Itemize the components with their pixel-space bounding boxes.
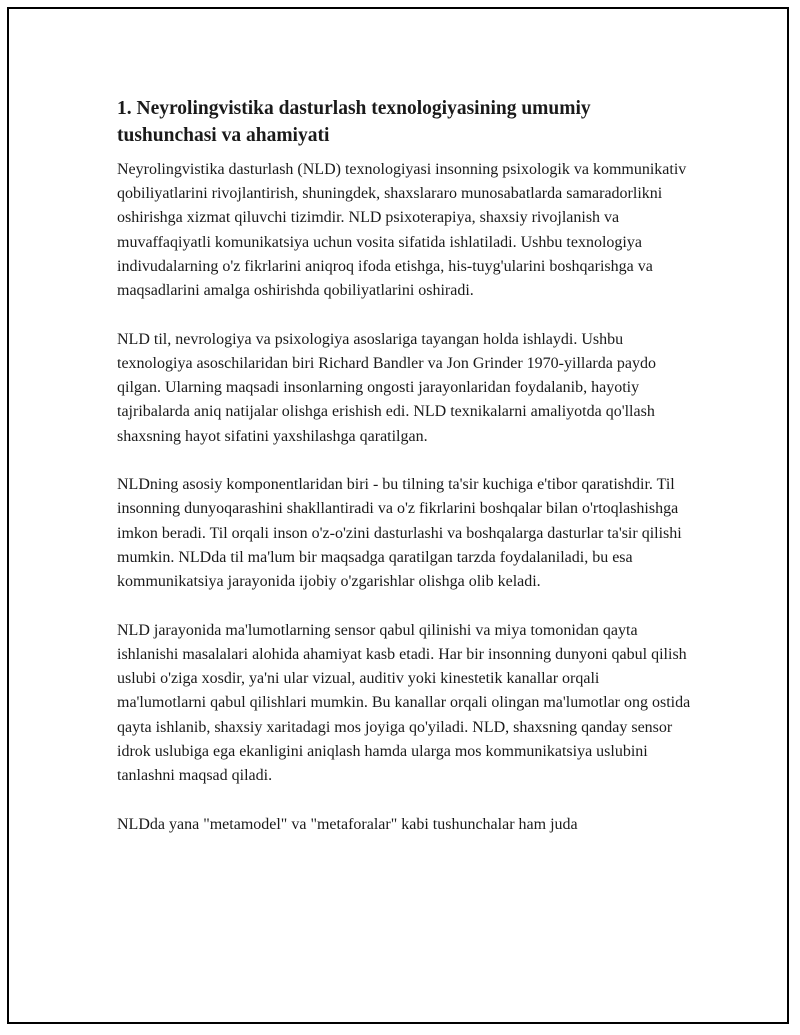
paragraph-1: Neyrolingvistika dasturlash (NLD) texnologiyasi insonning psixologik va kommunikativ qobiliyatlarini rivojlantirish, shuningdek, shaxslararo munosabatlarda samaradorlikni oshirishga xizmat qiluvchi tizimdir. NLD psixoterapiya, shaxsiy rivojlanish va muvaffaqiyatli komunikatsiya uchun vosita sifatida ishlatiladi. Ushbu texnologiya indivudalarning o'z fikrlarini aniqroq ifoda etishga, his-tuyg'ularini boshqarishga va maqsadlarini amalga oshirishda qobiliyatlarini oshiradi. xyxy=(117,161,687,300)
document-body xyxy=(117,95,692,861)
paragraph-5: NLDda yana "metamodel" va "metaforalar" kabi tushunchalar ham juda xyxy=(117,815,578,833)
paragraph-3: NLDning asosiy komponentlaridan biri - bu tilning ta'sir kuchiga e'tibor qaratishdir. Til insonning dunyoqarashini shakllantiradi va o'z fikrlarini boshqalar bilan o'rtoqlashishga imkon beradi. Til orqali inson o'z-o'zini dasturlashi va boshqalarga dasturlar ta'sir qilishi mumkin. NLDda til ma'lum bir maqsadga qaratilgan tarzda foydalaniladi, bu esa kommunikatsiya jarayonida ijobiy o'zgarishlar olishga olib keladi. xyxy=(117,476,682,591)
document-page xyxy=(7,7,789,1024)
paragraph-2: NLD til, nevrologiya va psixologiya asoslariga tayangan holda ishlaydi. Ushbu texnologiya asoschilaridan biri Richard Bandler va Jon Grinder 1970-yillarda paydo qilgan. Ularning maqsadi insonlarning ongosti jarayonlaridan foydalanib, hayotiy tajribalarda aniq natijalar olishga erishish edi. NLD texnikalarni amaliyotda qo'llash shaxsning hayot sifatini yaxshilashga qaratilgan. xyxy=(117,330,656,445)
section-heading: 1. Neyrolingvistika dasturlash texnologiyasining umumiy tushunchasi va ahamiyati xyxy=(117,98,591,146)
paragraph-4: NLD jarayonida ma'lumotlarning sensor qabul qilinishi va miya tomonidan qayta ishlanishi masalalari alohida ahamiyat kasb etadi. Har bir insonning dunyoni qabul qilish uslubi o'ziga xosdir, ya'ni ular vizual, auditiv yoki kinestetik kanallar orqali ma'lumotlarni qabul qilishlari mumkin. Bu kanallar orqali olingan ma'lumotlar ong ostida qayta ishlanib, shaxsiy xaritadagi mos joyiga qo'yiladi. NLD, shaxsning qanday sensor idrok uslubiga ega ekanligini aniqlash hamda ularga mos kommunikatsiya uslubini tanlashni maqsad qiladi. xyxy=(117,621,691,784)
